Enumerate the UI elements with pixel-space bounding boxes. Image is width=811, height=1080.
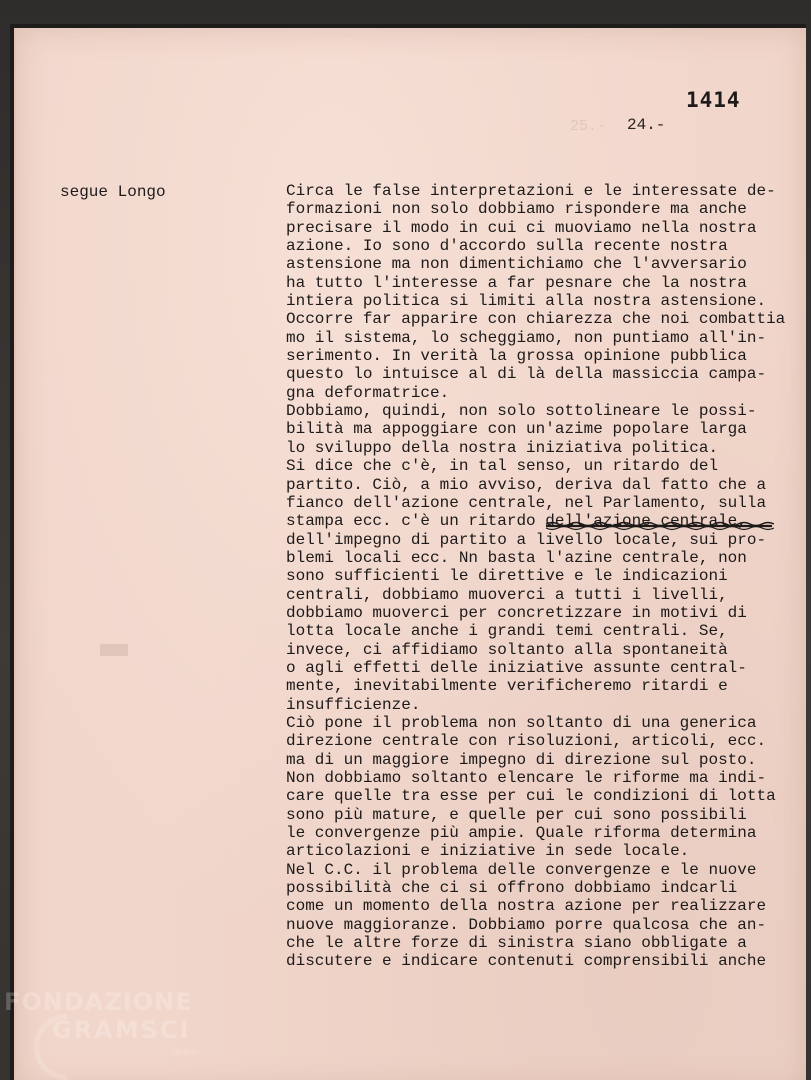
text-line: intiera politica si limiti alla nostra astensione. xyxy=(286,292,767,311)
text-line: sono più mature, e quelle per cui sono possibili xyxy=(286,805,747,824)
text-line: ha tutto l'interesse a far pesnare che la nostra xyxy=(286,273,747,292)
text-line: azione. Io sono d'accordo sulla recente nostra xyxy=(286,237,728,256)
bleed-through-mark: 25.- xyxy=(570,118,607,135)
text-line: dobbiamo muoverci per concretizzare in motivi di xyxy=(286,603,747,622)
text-line: Nel C.C. il problema delle convergenze e le nuove xyxy=(286,860,757,879)
text-line: Si dice che c'è, in tal senso, un ritardo del xyxy=(286,457,719,476)
text-line: o agli effetti delle iniziative assunte central- xyxy=(286,658,747,677)
text-line: mente, inevitabilmente verificheremo ritardi e xyxy=(286,677,728,696)
text-line: Dobbiamo, quindi, non solo sottolineare le possi- xyxy=(286,402,757,421)
text-line: lo sviluppo della nostra iniziativa politica. xyxy=(286,438,719,457)
text-line: possibilità che ci si offrono dobbiamo indcarli xyxy=(286,879,738,898)
margin-smudge xyxy=(100,644,128,656)
text-line: ma di un maggiore impegno di direzione sul posto. xyxy=(286,750,757,769)
text-line: discutere e indicare contenuti comprensibili anche xyxy=(286,952,767,971)
text-line: mo il sistema, lo scheggiamo, non puntiamo all'in- xyxy=(286,328,767,347)
text-line: nuove maggioranze. Dobbiamo porre qualcosa che an- xyxy=(286,915,767,934)
text-line: astensione ma non dimentichiamo che l'avversario xyxy=(286,255,747,274)
text-line: care quelle tra esse per cui le condizioni di lotta xyxy=(286,787,776,806)
text-line: sono sufficienti le direttive e le indicazioni xyxy=(286,567,728,586)
text-line: come un momento della nostra azione per realizzare xyxy=(286,897,767,916)
text-line: questo lo intuisce al di là della massiccia campa- xyxy=(286,365,767,384)
text-line: direzione centrale con risoluzioni, articoli, ecc. xyxy=(286,732,767,751)
text-line: Circa le false interpretazioni e le interessate de- xyxy=(286,182,776,200)
text-line: che le altre forze di sinistra siano obbligate a xyxy=(286,934,747,953)
typed-text-body xyxy=(286,182,785,971)
text-line: gna deformatrice. xyxy=(286,383,450,402)
text-line: dell'impegno di partito a livello locale, sui pro- xyxy=(286,530,767,549)
text-line: invece, ci affidiamo soltanto alla spontaneità xyxy=(286,640,728,659)
watermark-logo xyxy=(4,988,197,1057)
text-line: serimento. In verità la grossa opinione pubblica xyxy=(286,347,747,366)
text-line: formazioni non solo dobbiamo rispondere ma anche xyxy=(286,200,747,219)
text-line: stampa ecc. c'è un ritardo dell'azione centrale, xyxy=(286,512,747,531)
archive-number: 1414 xyxy=(686,88,741,112)
watermark-line2: GRAMSCI xyxy=(52,1016,191,1044)
watermark-line3: onlus xyxy=(172,1047,197,1057)
text-line: Ciò pone il problema non soltanto di una generica xyxy=(286,713,757,732)
text-line: bilità ma appoggiare con un'azime popolare larga xyxy=(286,420,747,439)
text-line: insufficienze. xyxy=(286,695,421,714)
strikethrough-mark xyxy=(544,518,774,534)
text-line: precisare il modo in cui ci muoviamo nella nostra xyxy=(286,218,757,237)
text-line: fianco dell'azione centrale, nel Parlamento, sulla xyxy=(286,493,767,512)
text-line: articolazioni e iniziative in sede locale. xyxy=(286,842,690,861)
text-line: partito. Ciò, a mio avviso, deriva dal fatto che a xyxy=(286,475,767,494)
watermark-line1: FONDAZIONE xyxy=(4,988,193,1016)
page-number: 24.- xyxy=(627,116,666,134)
text-line: le convergenze più ampie. Quale riforma determina xyxy=(286,824,757,843)
text-line: blemi locali ecc. Nn basta l'azine centrale, non xyxy=(286,548,747,567)
text-line: Occorre far apparire con chiarezza che noi combattia xyxy=(286,310,786,329)
text-line: centrali, dobbiamo muoverci a tutti i livelli, xyxy=(286,585,728,604)
speaker-label: segue Longo xyxy=(60,183,166,201)
text-line: Non dobbiamo soltanto elencare le riforme ma indi- xyxy=(286,769,767,787)
text-line: lotta locale anche i grandi temi centrali. Se, xyxy=(286,622,728,641)
